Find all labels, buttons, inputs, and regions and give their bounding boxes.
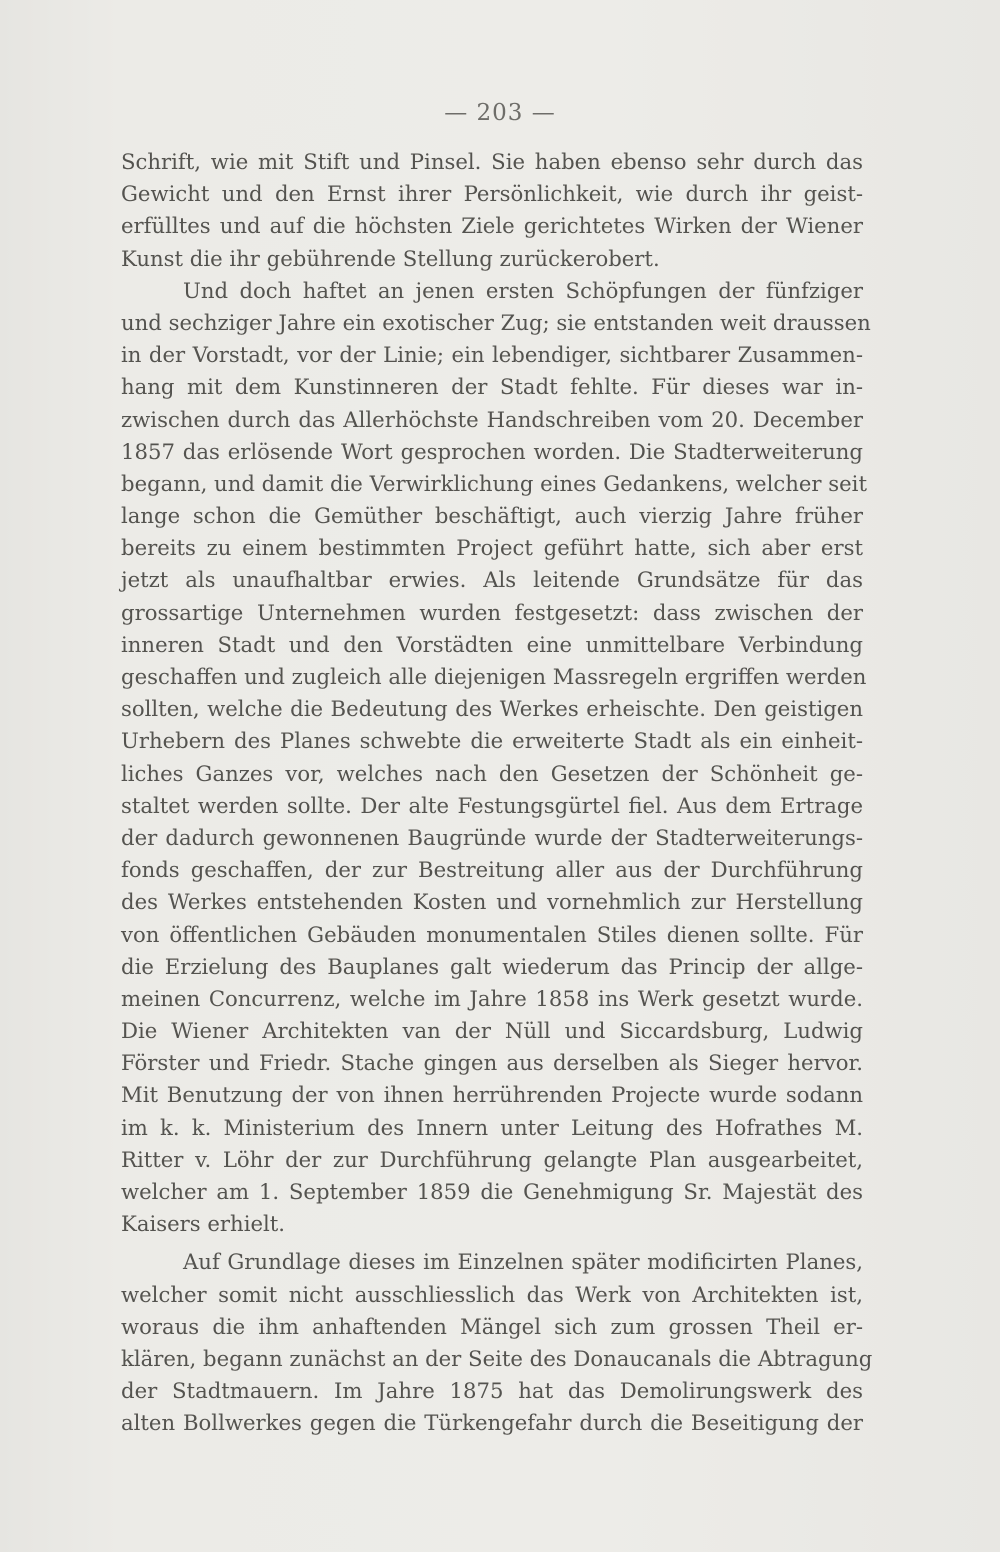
text-line: erfülltes und auf die höchsten Ziele gerichtetes Wirken der Wiener — [121, 213, 863, 239]
text-line: zwischen durch das Allerhöchste Handschreiben vom 20. December — [121, 406, 863, 432]
text-line: meinen Concurrenz, welche im Jahre 1858 ins Werk gesetzt wurde. — [121, 985, 863, 1011]
text-line: 1857 das erlösende Wort gesprochen worden. Die Stadterweiterung — [121, 438, 863, 464]
text-line: die Erzielung des Bauplanes galt wiederum das Princip der allge- — [121, 953, 863, 979]
text-line: sollten, welche die Bedeutung des Werkes erheischte. Den geistigen — [121, 696, 863, 722]
text-line: fonds geschaffen, der zur Bestreitung aller aus der Durchführung — [121, 857, 863, 883]
text-line: hang mit dem Kunstinneren der Stadt fehlte. Für dieses war in- — [121, 374, 863, 400]
text-line: woraus die ihm anhaftenden Mängel sich zum grossen Theil er- — [121, 1313, 863, 1339]
text-line: jetzt als unaufhaltbar erwies. Als leitende Grundsätze für das — [121, 567, 863, 593]
text-line: im k. k. Ministerium des Innern unter Leitung des Hofrathes M. — [121, 1114, 863, 1140]
text-line: der dadurch gewonnenen Baugründe wurde der Stadterweiterungs- — [121, 824, 863, 850]
text-line: lange schon die Gemüther beschäftigt, auch vierzig Jahre früher — [121, 503, 863, 529]
page-number: — 203 — — [444, 100, 556, 126]
text-line: in der Vorstadt, vor der Linie; ein lebendiger, sichtbarer Zusammen- — [121, 342, 863, 368]
text-line: welcher am 1. September 1859 die Genehmigung Sr. Majestät des — [121, 1179, 863, 1204]
text-line: des Werkes entstehenden Kosten und vornehmlich zur Herstellung — [121, 889, 863, 915]
text-line: staltet werden sollte. Der alte Festungsgürtel fiel. Aus dem Ertrage — [121, 792, 863, 818]
text-line: bereits zu einem bestimmten Project geführt hatte, sich aber erst — [121, 535, 863, 561]
text-line: alten Bollwerkes gegen die Türkengefahr durch die Beseitigung der — [121, 1410, 863, 1436]
paragraph-first-line: Und doch haftet an jenen ersten Schöpfungen der fünfziger — [183, 277, 863, 303]
text-line: klären, begann zunächst an der Seite des Donaucanals die Abtragung — [121, 1345, 873, 1371]
text-line: Kunst die ihr gebührende Stellung zurückerobert. — [121, 245, 660, 271]
text-line: Mit Benutzung der von ihnen herrührenden Projecte wurde sodann — [121, 1082, 863, 1108]
body-text — [121, 146, 873, 1440]
text-line: der Stadtmauern. Im Jahre 1875 hat das Demolirungswerk des — [121, 1378, 863, 1404]
text-line: Schrift, wie mit Stift und Pinsel. Sie haben ebenso sehr durch das — [121, 149, 863, 174]
text-line: Urhebern des Planes schwebte die erweiterte Stadt als ein einheit- — [121, 728, 863, 754]
text-line: Kaisers erhielt. — [121, 1211, 286, 1237]
text-line: liches Ganzes vor, welches nach den Gesetzen der Schönheit ge- — [121, 760, 863, 786]
text-line: grossartige Unternehmen wurden festgesetzt: dass zwischen der — [121, 599, 863, 625]
text-line: geschaffen und zugleich alle diejenigen Massregeln ergriffen werden — [121, 664, 867, 689]
text-line: und sechziger Jahre ein exotischer Zug; sie entstanden weit draussen — [121, 309, 871, 335]
text-line: Förster und Friedr. Stache gingen aus derselben als Sieger hervor. — [121, 1050, 863, 1076]
text-line: welcher somit nicht ausschliesslich das Werk von Architekten ist, — [121, 1281, 863, 1307]
text-line: inneren Stadt und den Vorstädten eine unmittelbare Verbindung — [121, 631, 863, 657]
text-line: Gewicht und den Ernst ihrer Persönlichkeit, wie durch ihr geist- — [121, 181, 863, 207]
paragraph-first-line: Auf Grundlage dieses im Einzelnen später modificirten Planes, — [183, 1249, 863, 1275]
text-line: Ritter v. Löhr der zur Durchführung gelangte Plan ausgearbeitet, — [121, 1146, 863, 1172]
text-line: begann, und damit die Verwirklichung eines Gedankens, welcher seit — [121, 470, 867, 496]
text-line: von öffentlichen Gebäuden monumentalen Stiles dienen sollte. Für — [121, 921, 863, 947]
text-line: Die Wiener Architekten van der Nüll und Siccardsburg, Ludwig — [121, 1018, 863, 1044]
